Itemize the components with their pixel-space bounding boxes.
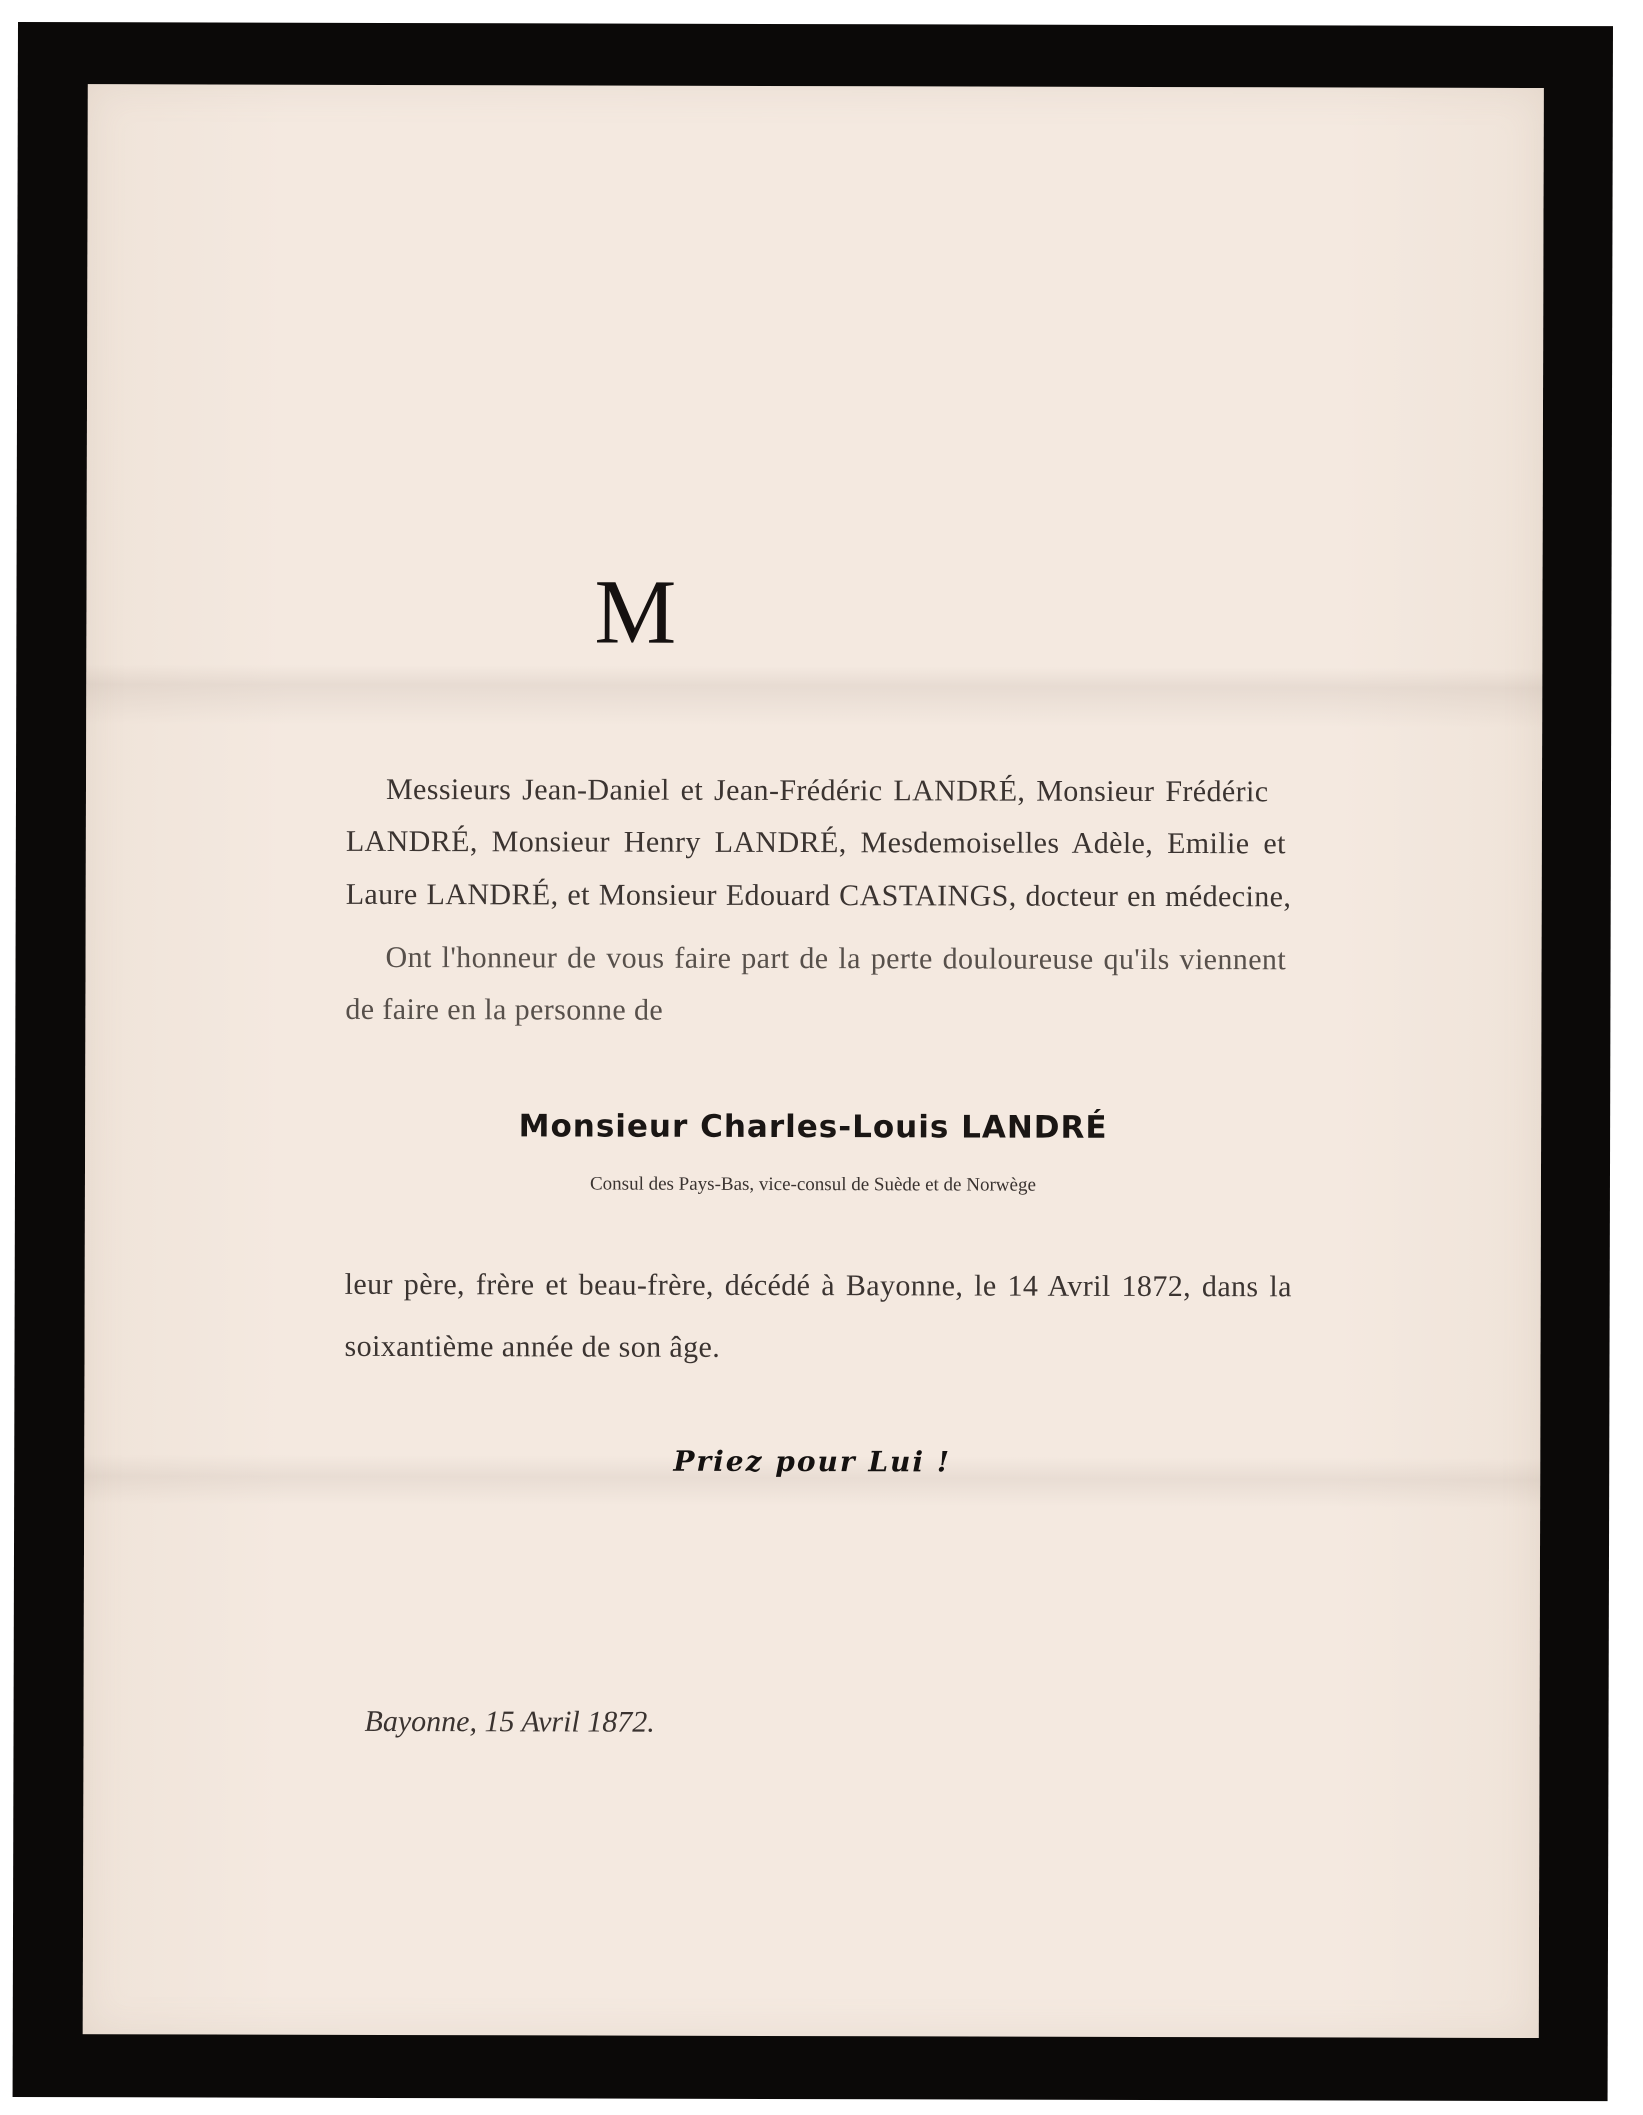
names-line-3: Laure LANDRÉ, et Monsieur Edouard CASTAINGS, docteur en médecine, (345, 877, 1292, 914)
names-line-1: Messieurs Jean-Daniel et Jean-Frédéric LANDRÉ, Monsieur Frédéric (385, 772, 1269, 809)
names-line-2: LANDRÉ, Monsieur Henry LANDRÉ, Mesdemoiselles Adèle, Emilie et (345, 824, 1286, 861)
place-and-date: Bayonne, 15 Avril 1872. (364, 1704, 655, 1739)
deceased-title: Consul des Pays-Bas, vice-consul de Suède et de Norwège (589, 1173, 1036, 1196)
mourning-card-border (13, 22, 1613, 2101)
announcement-line-2: de faire en la personne de (345, 992, 664, 1027)
details-line-2: soixantième année de son âge. (344, 1329, 721, 1364)
announcement-line-1: Ont l'honneur de vous faire part de la perte douloureuse qu'ils viennent (385, 940, 1287, 977)
salutation-initial: M (594, 560, 677, 663)
details-line-1: leur père, frère et beau-frère, décédé à Bayonne, le 14 Avril 1872, dans la (344, 1267, 1292, 1304)
deceased-name: Monsieur Charles-Louis LANDRÉ (518, 1108, 1108, 1146)
prayer-line: Priez pour Lui ! (673, 1444, 952, 1479)
announcement-paper (83, 84, 1544, 2038)
